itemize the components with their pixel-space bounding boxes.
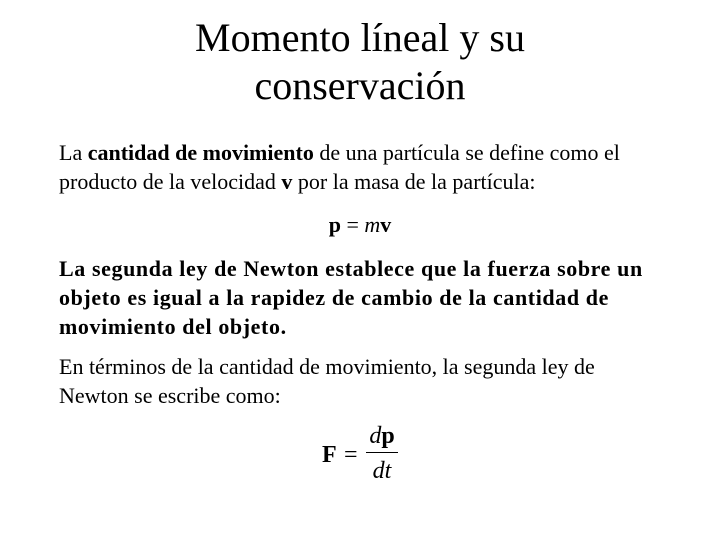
p1-bold-term: cantidad de movimiento bbox=[87, 140, 314, 165]
paragraph-newton-law: La segunda ley de Newton establece que la fuerza sobre un objeto es igual a la rapidez de cambio de la cantidad de movimiento del objeto. bbox=[59, 256, 643, 339]
eq1-lhs: p bbox=[328, 212, 341, 237]
eq2-num-d: d bbox=[369, 423, 382, 449]
title-line-1: Momento líneal y su bbox=[195, 15, 525, 60]
eq1-equals: = bbox=[340, 212, 365, 237]
slide-title bbox=[0, 14, 720, 110]
eq2-numerator bbox=[366, 422, 398, 450]
eq1-v: v bbox=[380, 212, 392, 237]
title-line-2: conservación bbox=[254, 63, 466, 108]
eq2-den-dt: dt bbox=[372, 458, 392, 484]
eq1-m: m bbox=[364, 212, 381, 237]
equation-momentum bbox=[0, 210, 720, 240]
p1-text-after: por la masa de la partícula: bbox=[292, 169, 536, 194]
fraction-bar bbox=[366, 452, 398, 453]
p1-bold-v: v bbox=[281, 169, 293, 194]
p1-text-middle: de una partícula se define como el producto de la velocidad bbox=[59, 140, 620, 194]
paragraph-newton-momentum: En términos de la cantidad de movimiento, la segunda ley de Newton se escribe como: bbox=[59, 354, 595, 408]
eq2-num-p: p bbox=[381, 423, 395, 449]
eq2-equals: = bbox=[344, 442, 358, 468]
paragraph-momentum-definition bbox=[59, 138, 669, 196]
eq2-fraction bbox=[366, 422, 398, 485]
eq2-denominator bbox=[366, 457, 398, 485]
eq2-lhs: F bbox=[322, 442, 337, 468]
p1-text-before: La bbox=[59, 140, 88, 165]
